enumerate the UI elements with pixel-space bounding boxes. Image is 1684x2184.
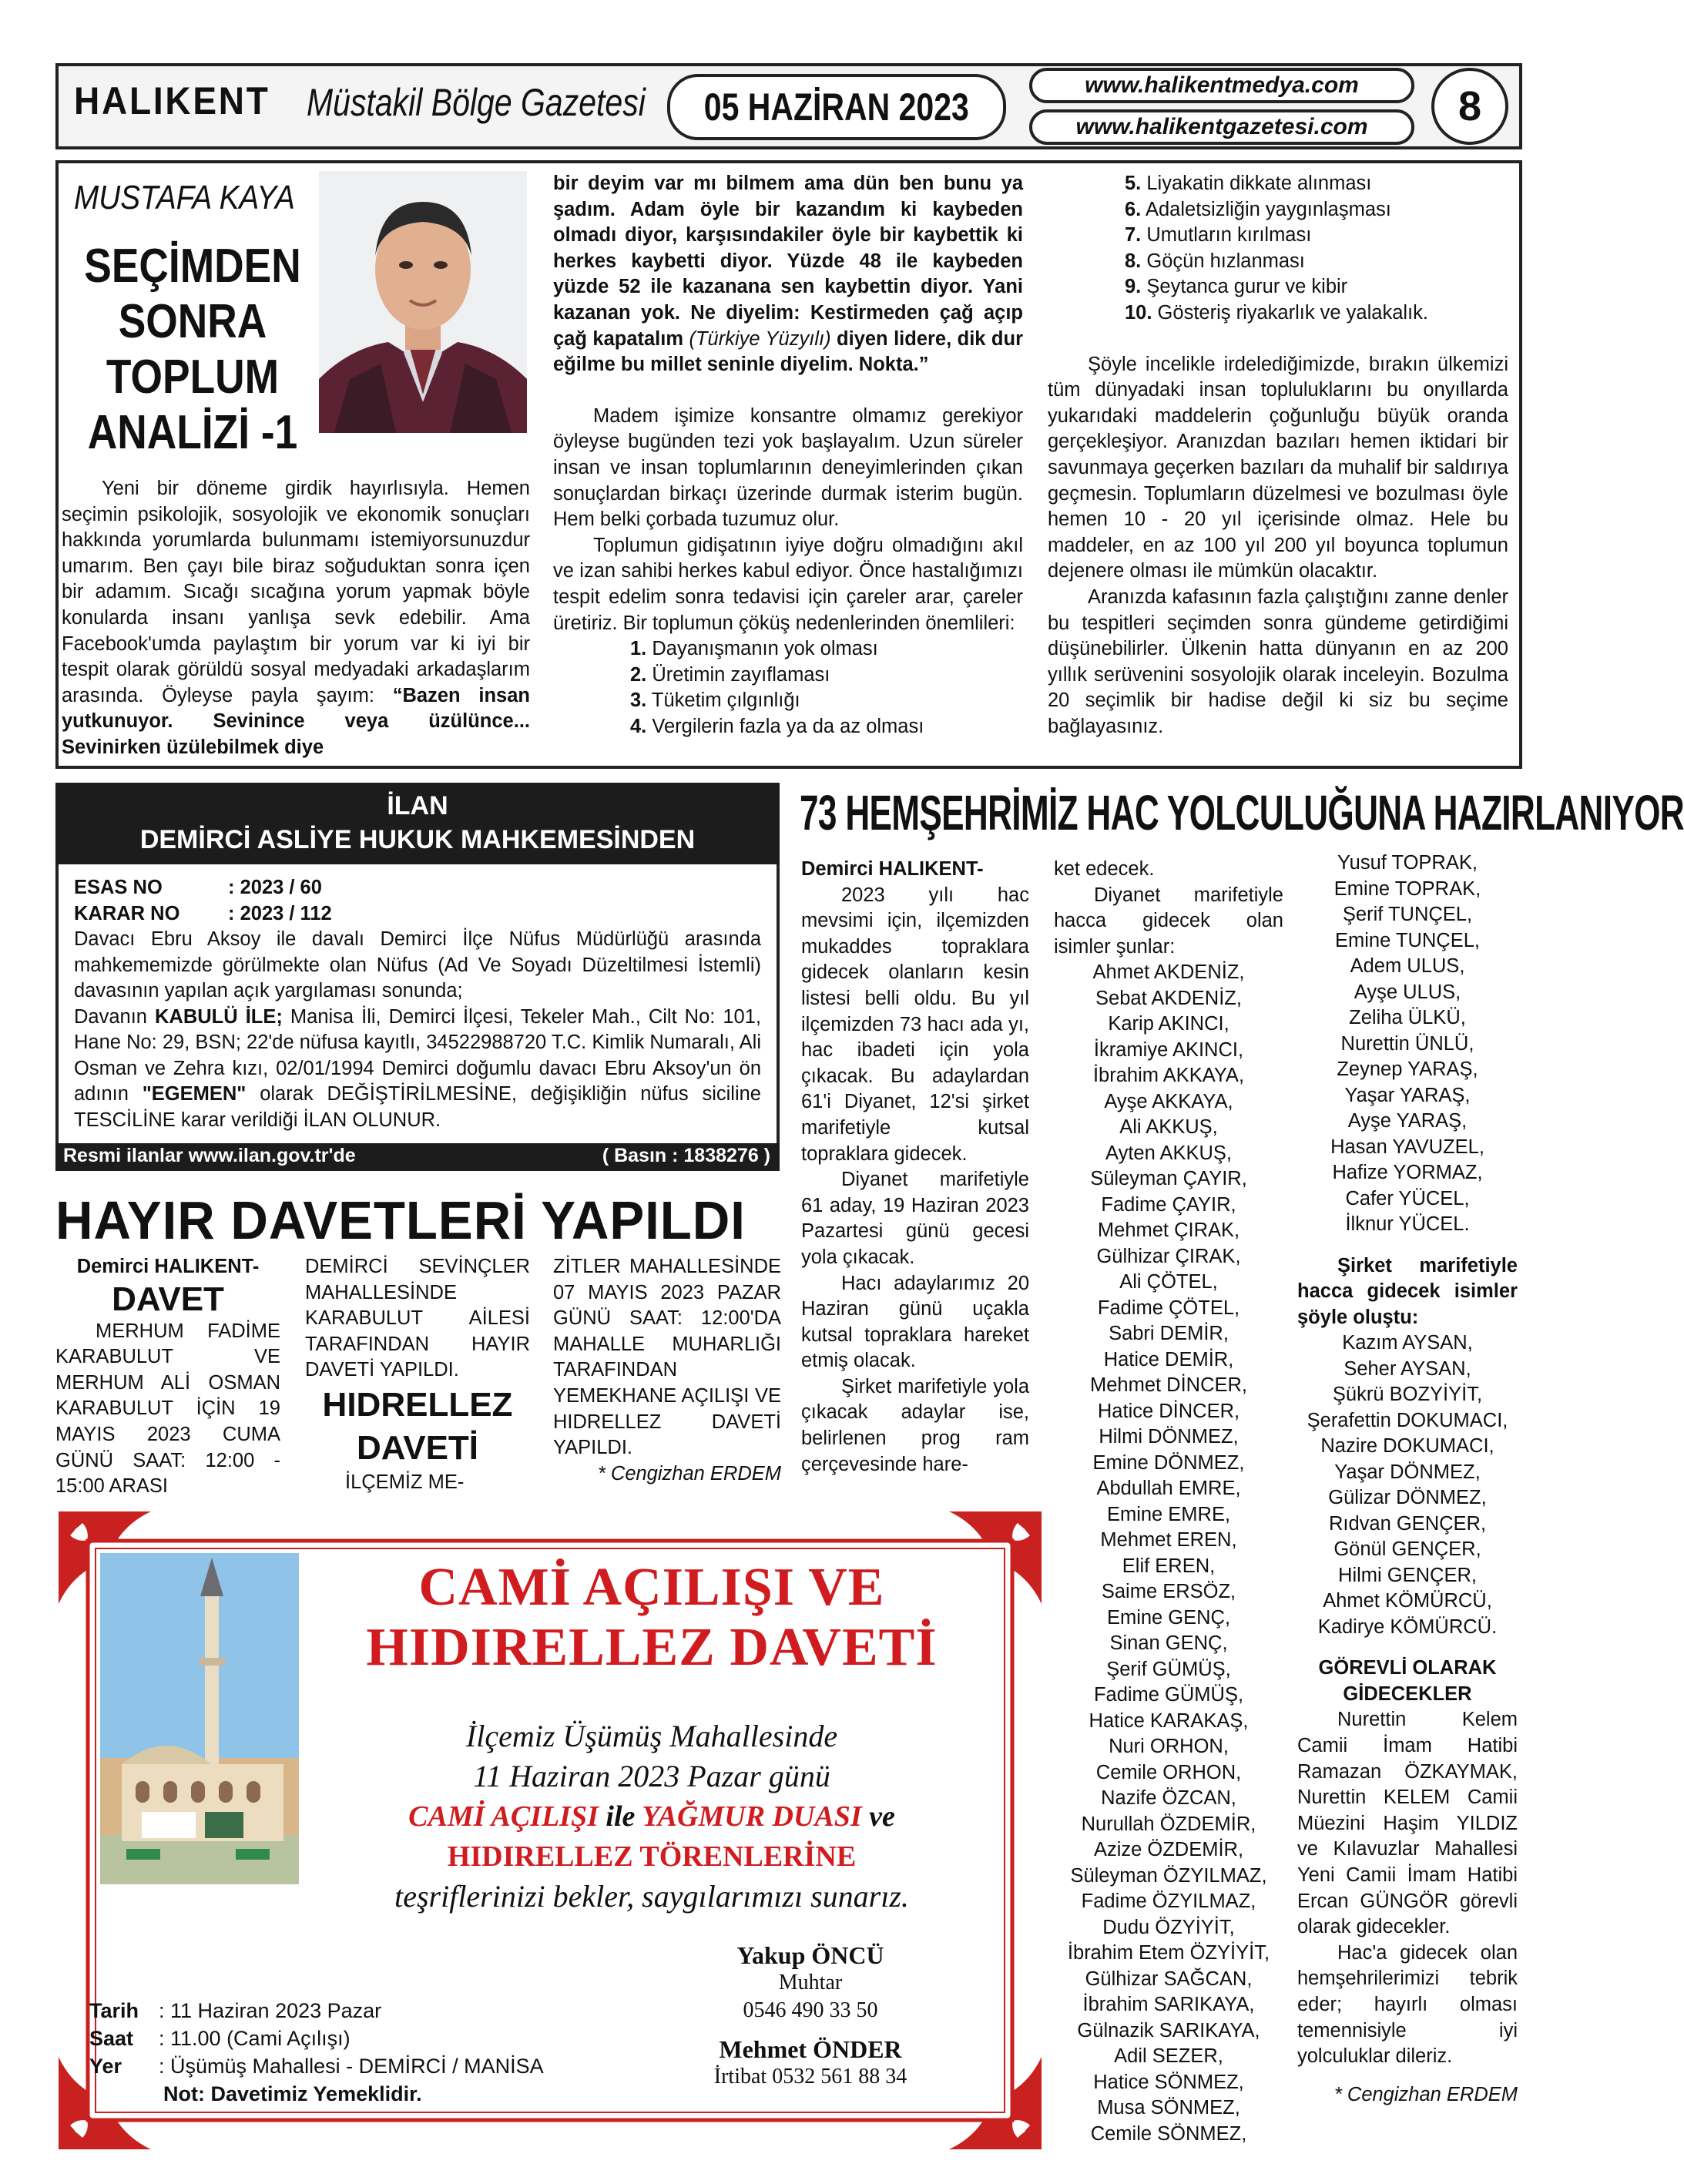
pilgrim-name: Adem ULUS, <box>1350 955 1465 977</box>
list-item: 7. Umutların kırılması <box>1125 224 1312 247</box>
article-title-line: ANALİZİ -1 <box>87 406 298 459</box>
company-pilgrims-list <box>1297 1330 1518 1640</box>
article-signature: * Cengizhan ERDEM <box>597 1462 781 1485</box>
pilgrim-name: Fadime ÇAYIR, <box>1101 1193 1236 1216</box>
page-number: 8 <box>1431 68 1508 145</box>
pilgrim-name: Ahmet KÖMÜRCÜ, <box>1323 1590 1492 1612</box>
pilgrim-name: Ayşe ULUS, <box>1354 981 1461 1003</box>
decline-reasons-list <box>553 636 1023 740</box>
hajj-paragraph: ket edecek. <box>1054 858 1155 880</box>
pilgrim-name: Ahmet AKDENİZ, <box>1092 961 1245 984</box>
mosque-opening-poster <box>51 1504 1049 2157</box>
notice-text: ESAS NO : 2023 / 60 KARAR NO : 2023 / 112 Davacı Ebru Aksoy ile davalı Demirci İlçe Nüfus Müdürlüğü arasında mahkememizde görülmekte olan Nüfus (Ad Ve Soyadı Düzeltilmesi İstemli) davasının yapılan açık yargılaması sonunda; Davanın KABULÜ İLE; Manisa İli, Demirci İlçesi, Tekeler Mah., Cilt No: 101, Hane No: 29, BSN; 22'de nüfusa kayıtlı, 34522988720 T.C. Kimlik Numaralı, Ali Osman ve Zehra kızı, 02/01/1994 Demirci doğumlu davacı Ebru Aksoy'un ön adının "EGEMEN" olarak DEĞİŞTİRİLMESİNE, değişikliğin nüfus siciline TESCİLİNE karar verildiği İLAN OLUNUR. <box>74 877 762 1131</box>
list-item: 4. Vergilerin fazla ya da az olması <box>630 715 924 737</box>
hajj-column-3 <box>1297 850 1518 2108</box>
pilgrim-name: Hatice DİNCER, <box>1097 1400 1240 1422</box>
poster-line: HIDIRELLEZ TÖRENLERİNE <box>447 1840 857 1873</box>
pilgrim-name: Şerif TUNÇEL, <box>1342 904 1473 925</box>
hajj-paragraph: Diyanet marifetiyle 61 aday, 19 Haziran 2023 Pazartesi günü gecesi yola çıkacak. <box>801 1169 1029 1268</box>
pilgrim-name: Hasan YAVUZEL, <box>1330 1136 1484 1158</box>
pilgrim-name: Ali ÇÖTEL, <box>1119 1271 1218 1293</box>
section-heading: DAVET <box>112 1280 224 1318</box>
pilgrim-name: Süleyman ÖZYILMAZ, <box>1070 1864 1267 1887</box>
pilgrim-name: Sinan GENÇ, <box>1109 1632 1228 1655</box>
notice-footer <box>55 1143 780 1171</box>
article-paragraph: Şöyle incelikle irdelediğimizde, bırakın ülkemizi tüm dünyadaki insan topluluklarını bu onyıllarda yukarıdaki maddelerin çoğunluğu büyük oranda gerçekleşiyor. Aranızdan bazıları hemen iktidari bir savunmaya geçerken bazıları da muhalif bir saldırıya geçmesin. Toplumların düzelmesi ve bozulması öyle hemen 10 - 20 yıl içerisinde olmaz. Hele bu maddeler, en az 100 yıl 200 yıl boyunca toplumun dejenere olması ile mümkün olacaktır. <box>1048 353 1508 582</box>
decline-reasons-list <box>1048 171 1508 327</box>
pilgrim-name: Hatice KARAKAŞ, <box>1089 1709 1249 1732</box>
hajj-paragraph: 2023 yılı hac mevsimi için, ilçemizden mukaddes topraklara gidecek olanların kesin listesi belli oldu. Bu yıl ilçemizden 73 hacı ada yı, hac ibadeti için yola çıkacak. Bu adaylardan 61'i Diyanet, 12'si şirket marifetiyle kutsal topraklara gidecek. <box>801 884 1029 1165</box>
article-title-line: SONRA <box>118 295 267 348</box>
charity-paragraph: MERHUM FADİME KARABULUT VE MERHUM ALİ OSMAN KARABULUT İÇİN 19 MAYIS 2023 CUMA GÜNÜ SAAT: 12:00 - 15:00 ARASI <box>55 1320 280 1498</box>
pilgrim-name: İkramiye AKINCI, <box>1093 1038 1244 1061</box>
pilgrim-name: Cemile ORHON, <box>1095 1761 1242 1783</box>
pilgrim-name: Emine TUNÇEL, <box>1334 929 1480 951</box>
host-phone: 0546 490 33 50 <box>743 1998 878 2022</box>
host-role: Muhtar <box>778 1971 843 1994</box>
pilgrim-name: Ayşe AKKAYA, <box>1104 1090 1233 1112</box>
host-name: Yakup ÖNCÜ <box>736 1941 884 1969</box>
pilgrim-name: Şerif GÜMÜŞ, <box>1106 1658 1231 1680</box>
article-signature: * Cengizhan ERDEM <box>1333 2083 1518 2105</box>
pilgrim-name: Sebat AKDENİZ, <box>1095 987 1242 1009</box>
list-item: 8. Göçün hızlanması <box>1125 250 1305 272</box>
hajj-paragraph: Hac'a gidecek olan hemşehrilerimizi tebrik eder; hayırlı olması temennisiyle iyi yolculuklar dileriz. <box>1297 1941 1518 2068</box>
dateline: Demirci HALIKENT- <box>76 1256 260 1277</box>
poster-event-details: Tarih : 11 Haziran 2023 Pazar Saat : 11.00 (Cami Açılışı) Yer : Üşümüş Mahallesi - DEMİRCİ / MANİSA Not: Davetimiz Yemeklidir. <box>89 1997 675 2108</box>
article-paragraph: Yeni bir döneme girdik hayırlısıyla. Hemen seçimin psikolojik, sosyolojik ve ekonomik sonuçları hakkında yorumlarda bulunmamı istemiyorsunuzdur umarım. Ben çayı bile biraz soğuduktan sonra içen bir adamım. Sıcağı sıcağına yorum yapmak böyle konularda insanı yanlışa sevk edebilir. Ama Facebook'umda paylaştım bir yorum var ki iyi bir tespit olarak görüldü sosyal medyadaki arkadaşlarım arasında. Öyleyse payla şayım: <box>62 478 530 706</box>
article-title-line: SEÇİMDEN <box>84 240 301 293</box>
list-item: 2. Üretimin zayıflaması <box>630 663 830 686</box>
hajj-paragraph: Şirket marifetiyle yola çıkacak adaylar ise, belirlenen prog ram çerçevesinde hare- <box>801 1375 1029 1475</box>
pilgrim-name: Cemile SÖNMEZ, <box>1090 2122 1247 2145</box>
diyanet-pilgrims-list <box>1054 960 1283 2147</box>
pilgrim-name: Mehmet DİNCER, <box>1089 1374 1248 1397</box>
newspaper-subtitle: Müstakil Bölge Gazetesi <box>307 81 646 124</box>
section-heading: HIDRELLEZ DAVETİ <box>322 1385 513 1467</box>
charity-column-3 <box>553 1254 781 1487</box>
hajj-paragraph: Hacı adaylarımız 20 Haziran günü uçakla kutsal topraklara hareket etmiş olacak. <box>801 1272 1029 1372</box>
pilgrim-name: Emine GENÇ, <box>1106 1606 1231 1629</box>
pilgrim-name: Adil SEZER, <box>1114 2045 1223 2068</box>
pilgrim-name: Karip AKINCI, <box>1108 1013 1229 1035</box>
poster-body: İlçemiz Üşümüş Mahallesinde 11 Haziran 2023 Pazar günü CAMİ AÇILIŞI ile YAĞMUR DUASI ve HIDIRELLEZ TÖRENLERİNE teşriflerinizi bekler, saygılarımızı sunarız. <box>305 1716 998 1917</box>
pilgrim-name: Zeliha ÜLKÜ, <box>1349 1007 1466 1028</box>
poster-title <box>305 1558 998 1678</box>
article-quote: “Bazen insan yutkunuyor. Sevinince veya üzülünce... Sevinirken üzülebilmek diye <box>62 684 530 758</box>
article-paragraph: Madem işimize konsantre olmamız gerekiyor öyleyse bugünden tezi yok başlayalım. Uzun süreler insan ve insan toplumlarının deneyimlerinden çıkan sonuçlardan birkaçı üzerinde durmak isterim bugün. Hem belki çorbada tuzumuz olur. <box>553 404 1023 531</box>
pilgrim-name: İbrahim Etem ÖZYİYİT, <box>1067 1942 1270 1964</box>
article-title <box>80 239 305 461</box>
pilgrim-name: Elif EREN, <box>1122 1555 1216 1577</box>
decision-label: KARAR NO <box>74 902 180 924</box>
pilgrim-name: Sabri DEMİR, <box>1109 1323 1229 1345</box>
pilgrim-name: Ayten AKKUŞ, <box>1105 1142 1232 1164</box>
article-quote: bir deyim var mı bilmem ama dün ben bunu ya şadım. Adam öyle bir kazandım ki kaybeden olmadı diyor, karşısındakiler öyle bir kaybettik ki herkes kaybetti diyor. Yüzde 48 ile kaybeden yüzde 52 ile kazanana sen kaybettin diyor. Yani kazanan yok. Ne diyelim: Kestirmeden çağ açıp çağ kapatalım <box>553 173 1023 350</box>
pilgrim-name: Saime ERSÖZ, <box>1101 1581 1236 1603</box>
pilgrim-name: Cafer YÜCEL, <box>1345 1187 1470 1209</box>
list-item: 3. Tüketim çılgınlığı <box>630 689 800 712</box>
pilgrim-name: Yaşar YARAŞ, <box>1344 1084 1471 1106</box>
pilgrim-name: Musa SÖNMEZ, <box>1097 2097 1240 2119</box>
pilgrim-name: Yusuf TOPRAK, <box>1337 852 1478 874</box>
pilgrim-name: Seher AYSAN, <box>1344 1357 1471 1380</box>
poster-line: 11 Haziran 2023 Pazar günü <box>473 1759 830 1793</box>
host-contact: İrtibat 0532 561 88 34 <box>713 2065 907 2088</box>
article-quote-italic: (Türkiye Yüzyılı) <box>689 327 831 350</box>
pilgrim-name: Dudu ÖZYİYİT, <box>1102 1916 1235 1938</box>
website-link-2[interactable]: www.halikentgazetesi.com <box>1029 109 1414 145</box>
poster-line: teşriflerinizi bekler, saygılarımızı sunarız. <box>394 1879 909 1914</box>
pilgrim-name: Hatice DEMİR, <box>1103 1348 1234 1370</box>
pilgrim-name: Gülizar DÖNMEZ, <box>1328 1487 1487 1509</box>
hajj-column-1 <box>801 857 1029 1478</box>
charity-article-title: HAYIR DAVETLERİ YAPILDI <box>55 1190 746 1250</box>
issue-date <box>667 74 1006 140</box>
list-item: 6. Adaletsizliğin yaygınlaşması <box>1125 198 1391 220</box>
hajj-article-title: 73 HEMŞEHRİMİZ HAC YOLCULUĞUNA HAZIRLANIYOR <box>800 785 1684 840</box>
article-paragraph: Toplumun gidişatının iyiye doğru olmadığını akıl ve izan sahibi herkes kabul ediyor. Önce hastalığımızı tespit edelim sonra tedavisi için çareler arar, çareler üretiriz. Bir toplumun çöküş nedenlerinden önemlileri: <box>553 534 1023 634</box>
pilgrim-name: Süleyman ÇAYIR, <box>1090 1168 1247 1190</box>
dateline: Demirci HALIKENT- <box>801 858 984 880</box>
article-column-1 <box>62 476 530 761</box>
charity-paragraph: ZİTLER MAHALLESİNDE 07 MAYIS 2023 PAZAR GÜNÜ SAAT: 12:00'DA MAHALLE MUHARLIĞI TARAFINDAN YEMEKHANE AÇILIŞI VE HIDRELLEZ DAVETİ YAPILDI. <box>553 1256 781 1459</box>
pilgrim-name: Şükrü BOZYİYİT, <box>1332 1384 1483 1406</box>
pilgrim-name: Nuri ORHON, <box>1109 1736 1229 1758</box>
pilgrim-name: Gönül GENÇER, <box>1333 1538 1481 1561</box>
poster-title-line: HIDIRELLEZ DAVETİ <box>366 1618 938 1677</box>
pilgrim-name: Nazire DOKUMACI, <box>1320 1435 1494 1458</box>
pilgrim-name: Nurullah ÖZDEMİR, <box>1081 1813 1256 1835</box>
pilgrim-name: Nurettin ÜNLÜ, <box>1340 1032 1474 1055</box>
pilgrim-name: Kadirye KÖMÜRCÜ. <box>1317 1615 1498 1638</box>
diyanet-pilgrims-list-continued <box>1297 850 1518 1238</box>
section-heading: GÖREVLİ OLARAK GİDECEKLER <box>1318 1657 1497 1705</box>
article-paragraph: Aranızda kafasının fazla çalıştığını zanne denler bu tespitleri seçimden sonra gündeme getirdiğimi düşünebilirler. Ülkenin hatta dünyanın en az 200 yıllık serüvenini sosyolojik olarak inceleyin. Bozulma 20 seçimlik bir hadise değil ki siz bu seçime bağlayasınız. <box>1048 585 1508 737</box>
list-item: 5. Liyakatin dikkate alınması <box>1125 173 1372 194</box>
pilgrim-name: Gülnazik SARIKAYA, <box>1077 2019 1260 2041</box>
list-item: 10. Gösteriş riyakarlık ve yalakalık. <box>1125 301 1428 324</box>
pilgrim-name: Hilmi GENÇER, <box>1338 1564 1477 1586</box>
pilgrim-name: Zeynep YARAŞ, <box>1337 1058 1478 1080</box>
hajj-column-2 <box>1054 857 1283 2147</box>
pilgrim-name: Fadime ÖZYILMAZ, <box>1081 1890 1256 1913</box>
hajj-paragraph: Nurettin Kelem Camii İmam Hatibi Ramazan ÖZKAYMAK, Nurettin KELEM Camii Müezini Haşim YILDIZ ve Kılavuzlar Mahallesi Yeni Camii İmam Hatibi Ercan GÜNGÖR görevli olarak gidecekler. <box>1297 1709 1518 1938</box>
host-name: Mehmet ÖNDER <box>719 2035 902 2063</box>
list-item: 1. Dayanışmanın yok olması <box>630 638 878 660</box>
case-number: : 2023 / 60 <box>228 877 322 898</box>
newspaper-brand: HALIKENT <box>74 79 270 122</box>
pilgrim-name: Nazife ÖZCAN, <box>1101 1787 1236 1810</box>
poster-line: İlçemiz Üşümüş Mahallesinde <box>465 1719 838 1753</box>
hajj-paragraph: Şirket marifetiyle hacca gidecek isimler şöyle oluştu: <box>1297 1254 1518 1328</box>
poster-title-line: CAMİ AÇILIŞI VE <box>418 1558 885 1617</box>
article-column-2 <box>553 171 1023 740</box>
notice-court: DEMİRCİ ASLİYE HUKUK MAHKEMESİNDEN <box>139 825 696 854</box>
pilgrim-name: Fadime GÜMÜŞ, <box>1093 1684 1244 1706</box>
notice-paragraph: Davacı Ebru Aksoy ile davalı Demirci İlçe Nüfus Müdürlüğü arasında mahkememizde görülmekte olan Nüfus (Ad Ve Soyadı Düzeltilmesi İstemli) davasının yapılan açık yargılaması sonunda; <box>74 928 761 1001</box>
pilgrim-name: Kazım AYSAN, <box>1342 1332 1473 1354</box>
website-link-1[interactable]: www.halikentmedya.com <box>1029 68 1414 103</box>
pilgrim-name: Hafize YORMAZ, <box>1332 1162 1483 1183</box>
pilgrim-name: Gülhizar SAĞCAN, <box>1085 1968 1253 1990</box>
pilgrim-name: Emine EMRE, <box>1106 1503 1231 1525</box>
pilgrim-name: Azize ÖZDEMİR, <box>1093 1839 1244 1861</box>
decision-number: : 2023 / 112 <box>228 902 332 924</box>
pilgrim-name: İlknur YÜCEL. <box>1345 1213 1470 1235</box>
pilgrim-name: Gülhizar ÇIRAK, <box>1096 1245 1241 1267</box>
article-quote: diyen lidere, dik dur eğilme bu millet seninle diyelim. Nokta.” <box>553 327 1023 376</box>
pilgrim-name: Emine TOPRAK, <box>1333 877 1481 900</box>
pilgrim-name: Mehmet EREN, <box>1100 1529 1237 1552</box>
pilgrim-name: Rıdvan GENÇER, <box>1328 1512 1487 1535</box>
official-notice-link[interactable]: Resmi ilanlar www.ilan.gov.tr'de <box>63 1145 356 1166</box>
poster-hosts <box>679 1941 941 2091</box>
pilgrim-name: Hatice SÖNMEZ, <box>1093 2071 1244 2093</box>
issue-date-text: 05 HAZİRAN 2023 <box>703 86 970 129</box>
charity-column-2 <box>305 1254 530 1496</box>
article-title-line: TOPLUM <box>106 351 280 404</box>
pilgrim-name: Fadime ÇÖTEL, <box>1097 1297 1240 1319</box>
charity-column-1 <box>55 1254 280 1500</box>
pilgrim-name: Mehmet ÇIRAK, <box>1097 1219 1240 1242</box>
author-photo <box>319 171 527 433</box>
poster-note: Not: Davetimiz Yemeklidir. <box>163 2082 422 2105</box>
article-column-3 <box>1048 171 1508 740</box>
charity-paragraph: İLÇEMİZ ME- <box>345 1471 465 1493</box>
case-label: ESAS NO <box>74 877 163 898</box>
notice-label: İLAN <box>387 791 448 820</box>
pilgrim-name: Abdullah EMRE, <box>1096 1478 1241 1500</box>
list-item: 9. Şeytanca gurur ve kibir <box>1125 276 1348 298</box>
pilgrim-name: Ayşe YARAŞ, <box>1347 1110 1468 1132</box>
press-number: ( Basın : 1838276 ) <box>602 1145 770 1166</box>
pilgrim-name: Yaşar DÖNMEZ, <box>1334 1461 1481 1483</box>
pilgrim-name: Emine DÖNMEZ, <box>1092 1451 1245 1474</box>
author-name: MUSTAFA KAYA <box>74 179 295 216</box>
pilgrim-name: Şerafettin DOKUMACI, <box>1307 1409 1508 1431</box>
charity-paragraph: DEMİRCİ SEVİNÇLER MAHALLESİNDE KARABULUT AİLESİ TARAFINDAN HAYIR DAVETİ YAPILDI. <box>305 1256 530 1381</box>
pilgrim-name: İbrahim AKKAYA, <box>1092 1065 1245 1087</box>
pilgrim-name: İbrahim SARIKAYA, <box>1082 1994 1255 2016</box>
notice-header <box>55 783 780 864</box>
hajj-paragraph: Diyanet marifetiyle hacca gidecek olan isimler şunlar: <box>1054 884 1283 958</box>
pilgrim-name: Hilmi DÖNMEZ, <box>1099 1426 1239 1448</box>
pilgrim-name: Ali AKKUŞ, <box>1119 1116 1218 1139</box>
